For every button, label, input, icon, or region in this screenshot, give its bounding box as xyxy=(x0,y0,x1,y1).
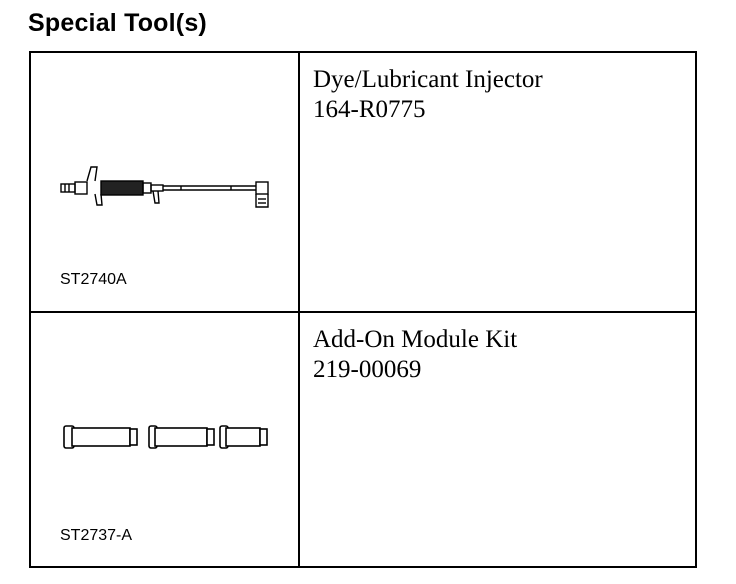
special-tools-table xyxy=(29,51,697,568)
tool-illustration-cell xyxy=(31,53,298,311)
tool-name: Add-On Module Kit xyxy=(313,326,518,353)
tool-description-cell xyxy=(300,53,695,311)
add-on-module-kit-icon xyxy=(51,418,281,458)
illustration-code: ST2740A xyxy=(60,271,127,288)
dye-lubricant-injector-icon xyxy=(51,161,281,221)
page-title: Special Tool(s) xyxy=(28,9,207,37)
illustration-code: ST2737-A xyxy=(60,527,133,544)
tool-number: 219-00069 xyxy=(313,356,422,383)
tool-description-cell xyxy=(300,313,695,566)
tool-number: 164-R0775 xyxy=(313,96,426,123)
tool-name: Dye/Lubricant Injector xyxy=(313,66,543,93)
tool-illustration-cell xyxy=(31,313,298,566)
